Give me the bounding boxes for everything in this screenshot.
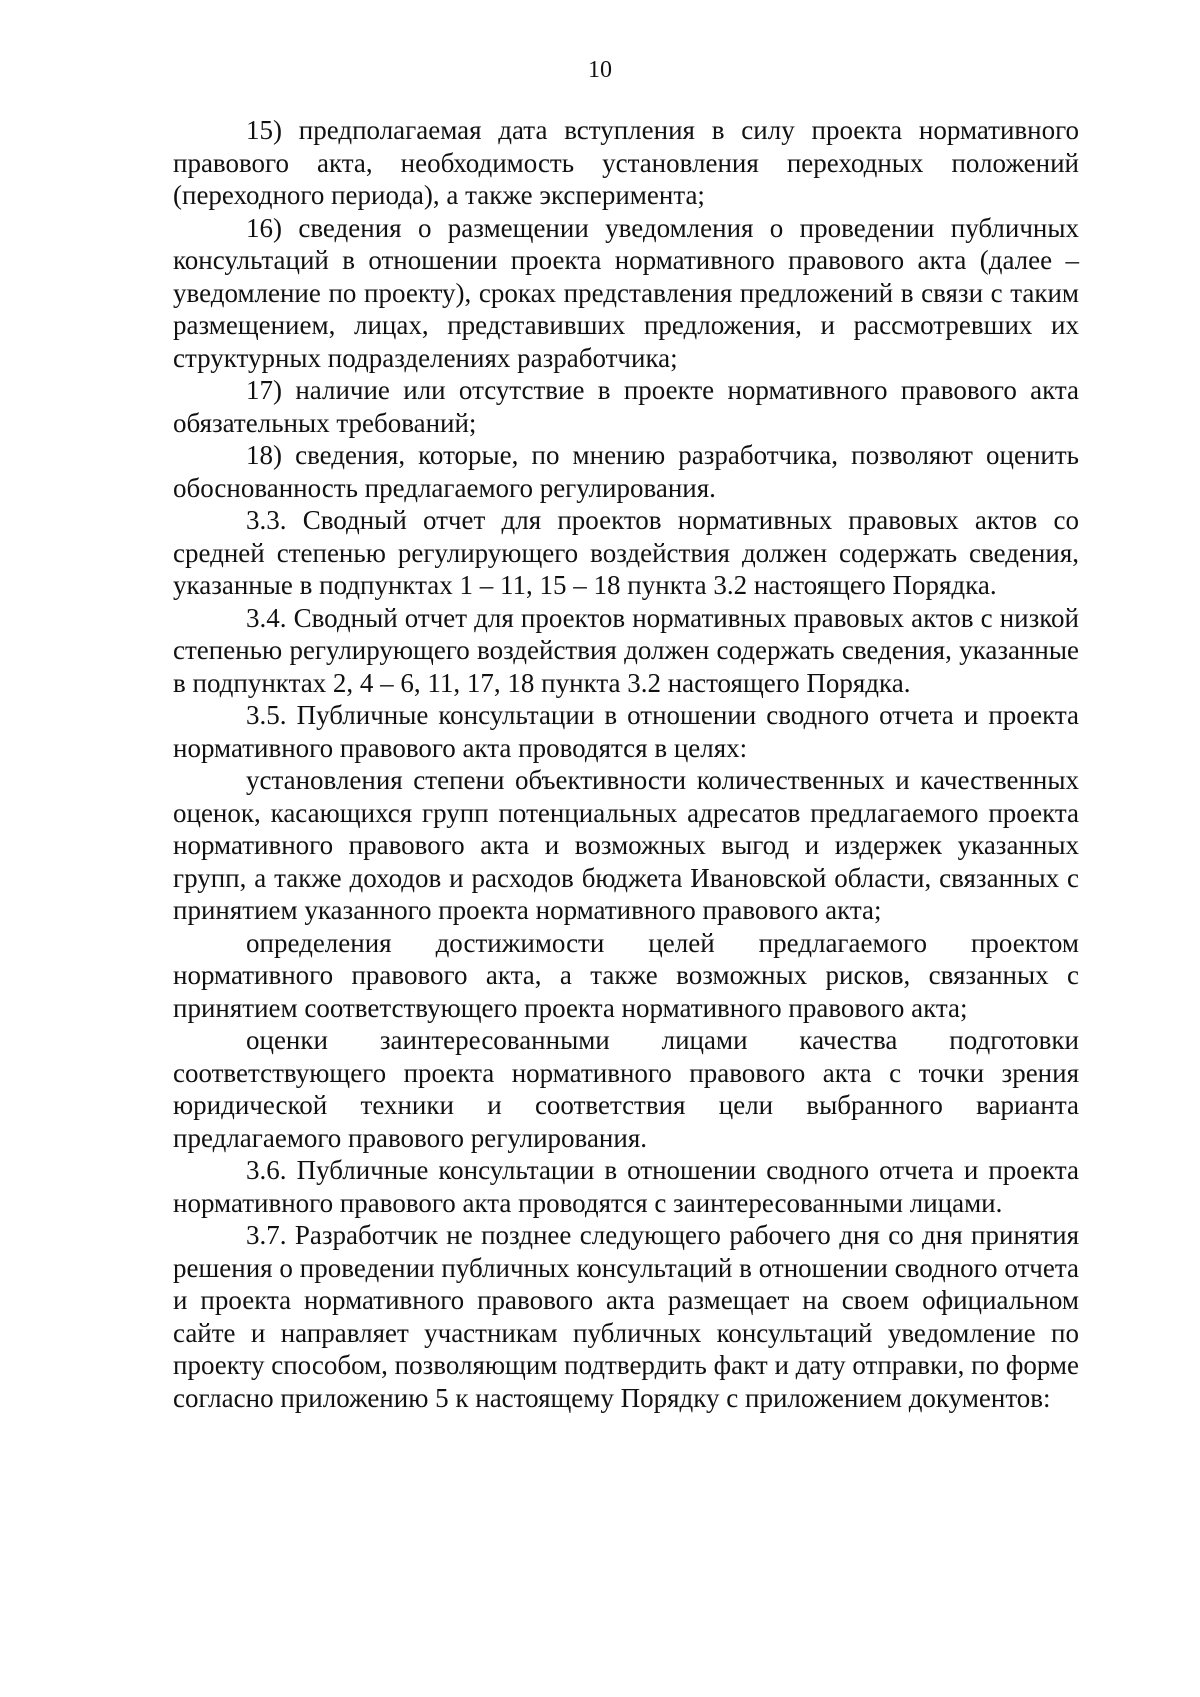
paragraph-item-17: 17) наличие или отсутствие в проекте нормативного правового акта обязательных требований; [173,375,1079,438]
paragraph-item-18: 18) сведения, которые, по мнению разработчика, позволяют оценить обоснованность предлагаемого регулирования. [173,440,1079,503]
document-body [173,114,1079,1414]
paragraph-3-4: 3.4. Сводный отчет для проектов нормативных правовых актов с низкой степенью регулирующего воздействия должен содержать сведения, указанные в подпунктах 2, 4 – 6, 11, 17, 18 пункта 3.2 настоящего Порядка. [173,602,1079,698]
paragraph-item-16: 16) сведения о размещении уведомления о проведении публичных консультаций в отношении проекта нормативного правового акта (далее – уведомление по проекту), сроках представления предложений в связи с таким размещением, лицах, представивших предложения, и рассмотревших их структурных подразделениях разработчика; [173,212,1079,373]
paragraph-3-3: 3.3. Сводный отчет для проектов нормативных правовых актов со средней степенью регулирующего воздействия должен содержать сведения, указанные в подпунктах 1 – 11, 15 – 18 пункта 3.2 настоящего Порядка. [173,505,1079,600]
paragraph-3-7: 3.7. Разработчик не позднее следующего рабочего дня со дня принятия решения о проведении публичных консультаций в отношении сводного отчета и проекта нормативного правового акта размещает на своем официальном сайте и направляет участникам публичных консультаций уведомление по проекту способом, позволяющим подтвердить факт и дату отправки, по форме согласно приложению 5 к настоящему Порядку с приложением документов: [173,1220,1079,1413]
paragraph-purpose-objectivity: установления степени объективности количественных и качественных оценок, касающихся групп потенциальных адресатов предлагаемого проекта нормативного правового акта и возможных выгод и издержек указанных групп, а также доходов и расходов бюджета Ивановской области, связанных с принятием указанного проекта нормативного правового акта; [173,765,1079,925]
paragraph-purpose-quality: оценки заинтересованными лицами качества подготовки соответствующего проекта нормативного правового акта с точки зрения юридической техники и соответствия цели выбранного варианта предлагаемого правового регулирования. [173,1025,1079,1153]
paragraph-3-6: 3.6. Публичные консультации в отношении сводного отчета и проекта нормативного правового акта проводятся с заинтересованными лицами. [173,1155,1079,1218]
paragraph-purpose-achievability: определения достижимости целей предлагаемого проектом нормативного правового акта, а также возможных рисков, связанных с принятием соответствующего проекта нормативного правового акта; [173,927,1079,1023]
paragraph-3-5: 3.5. Публичные консультации в отношении сводного отчета и проекта нормативного правового акта проводятся в целях: [173,700,1079,763]
page-number: 10 [588,57,612,83]
paragraph-item-15: 15) предполагаемая дата вступления в силу проекта нормативного правового акта, необходимость установления переходных положений (переходного периода), а также эксперимента; [173,115,1079,210]
